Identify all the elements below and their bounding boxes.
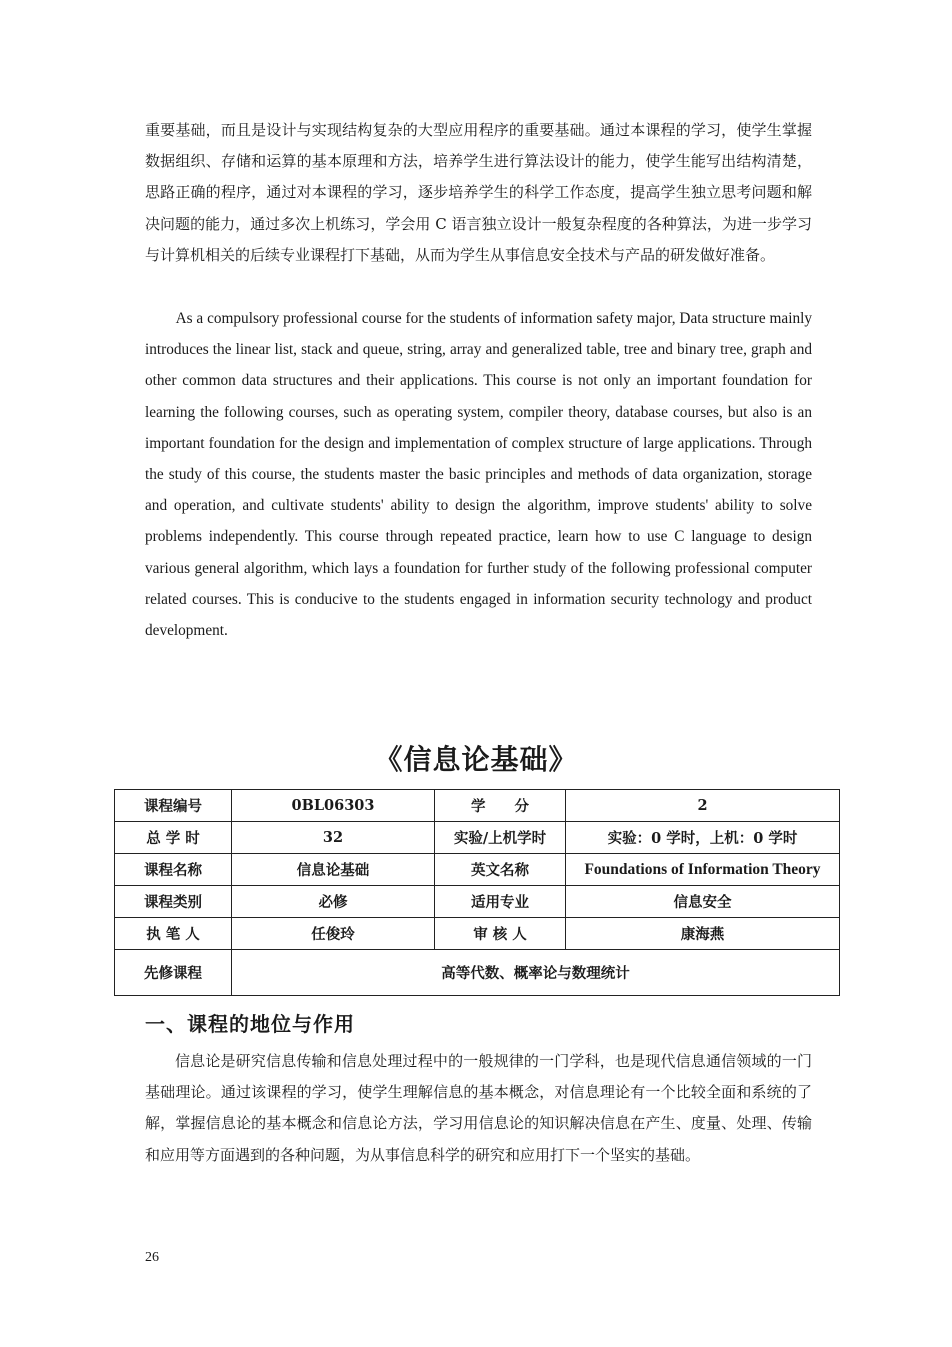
page-number: 26 xyxy=(145,1250,159,1265)
table-row xyxy=(115,854,840,886)
table-row xyxy=(115,918,840,950)
prerequisite-value: 高等代数、概率论与数理统计 xyxy=(232,950,840,996)
course-type-value: 必修 xyxy=(232,886,435,918)
section-heading: 一、课程的地位与作用 xyxy=(145,1012,355,1036)
prerequisite-label: 先修课程 xyxy=(115,950,232,996)
reviewer-value: 康海燕 xyxy=(566,918,840,950)
total-hours-label: 总 学 时 xyxy=(115,822,232,854)
lab-hours-value: 实验：0 学时，上机：0 学时 xyxy=(566,822,840,854)
table-row xyxy=(115,950,840,996)
table-row xyxy=(115,886,840,918)
table-row xyxy=(115,822,840,854)
english-name-label: 英文名称 xyxy=(435,854,566,886)
author-label: 执 笔 人 xyxy=(115,918,232,950)
intro-paragraph-chinese: 重要基础，而且是设计与实现结构复杂的大型应用程序的重要基础。通过本课程的学习，使学生掌握数据组织、存储和运算的基本原理和方法，培养学生进行算法设计的能力，使学生能写出结构清楚，思路正确的程序，通过对本课程的学习，逐步培养学生的科学工作态度，提高学生独立思考问题和解决问题的能力，通过多次上机练习，学会用 C 语言独立设计一般复杂程度的各种算法，为进一步学习与计算机相关的后续专业课程打下基础，从而为学生从事信息安全技术与产品的研发做好准备。 xyxy=(145,121,812,264)
major-label: 适用专业 xyxy=(435,886,566,918)
course-code-label: 课程编号 xyxy=(115,790,232,822)
course-info-table xyxy=(114,789,840,996)
total-hours-value: 32 xyxy=(232,822,435,854)
table-row xyxy=(115,790,840,822)
course-code-value: 0BL06303 xyxy=(232,790,435,822)
course-title: 《信息论基础》 xyxy=(374,743,578,776)
course-name-value: 信息论基础 xyxy=(232,854,435,886)
reviewer-label: 审 核 人 xyxy=(435,918,566,950)
credit-value: 2 xyxy=(566,790,840,822)
intro-paragraph-english: As a compulsory professional course for the students of information safety major, Data structure mainly introduces the linear list, stack and queue, string, array and generalized table, tree and binary tree, graph and other common data structures and their applications. This course is not only an important foundation for learning the following courses, such as operating system, compiler theory, database courses, but also is an important foundation for the design and implementation of complex structure of large applications. Through the study of this course, the students master the basic principles and methods of data organization, storage and operation, and cultivate students' ability to design the algorithm, improve students' ability to solve problems independently. This course through repeated practice, learn how to use C language to design various general algorithm, which lays a foundation for further study of the following professional computer related courses. This is conducive to the students engaged in information security technology and product development. xyxy=(145,310,812,640)
author-value: 任俊玲 xyxy=(232,918,435,950)
section-body-paragraph: 信息论是研究信息传输和信息处理过程中的一般规律的一门学科，也是现代信息通信领域的一门基础理论。通过该课程的学习，使学生理解信息的基本概念，对信息理论有一个比较全面和系统的了解，掌握信息论的基本概念和信息论方法，学习用信息论的知识解决信息在产生、度量、处理、传输和应用等方面遇到的各种问题，为从事信息科学的研究和应用打下一个坚实的基础。 xyxy=(145,1052,812,1164)
course-type-label: 课程类别 xyxy=(115,886,232,918)
lab-hours-label: 实验/上机学时 xyxy=(435,822,566,854)
credit-label: 学 分 xyxy=(435,790,566,822)
major-value: 信息安全 xyxy=(566,886,840,918)
english-name-value: Foundations of Information Theory xyxy=(566,854,840,886)
course-name-label: 课程名称 xyxy=(115,854,232,886)
